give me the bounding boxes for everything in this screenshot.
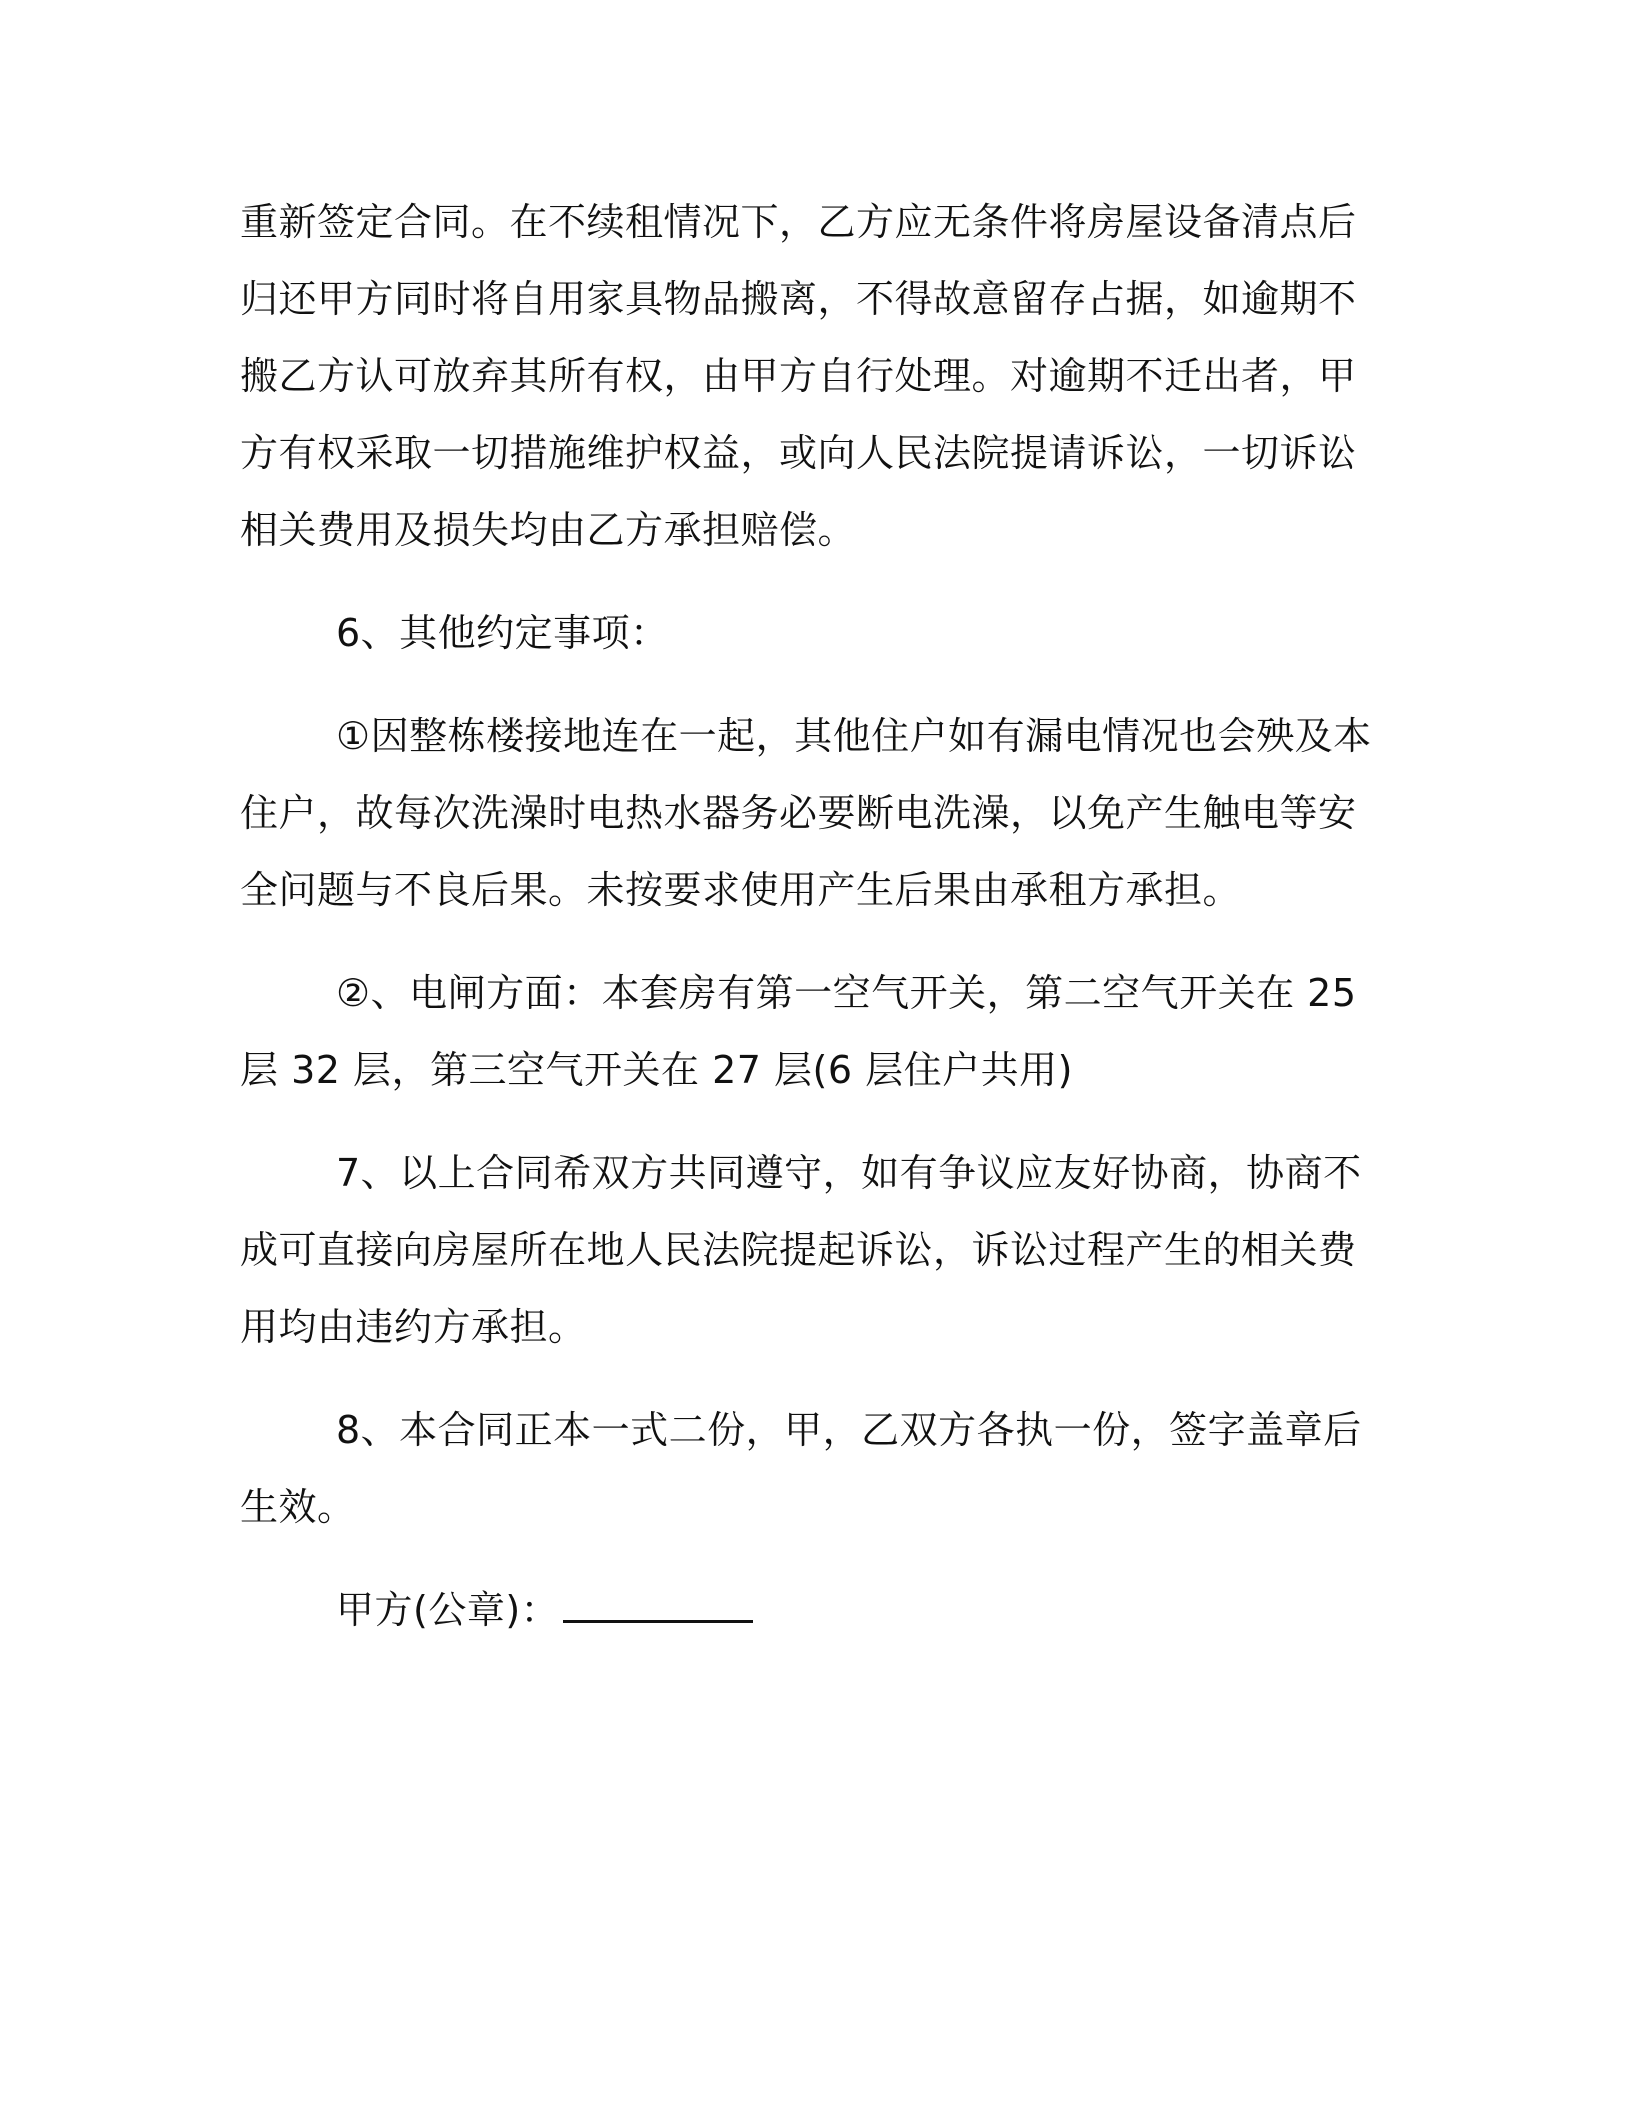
paragraph-item-8-copies: 8、本合同正本一式二份，甲，乙双方各执一份，签字盖章后生效。 — [240, 1408, 1362, 1529]
paragraph-continuation: 重新签定合同。在不续租情况下，乙方应无条件将房屋设备清点后归还甲方同时将自用家具物品搬离，不得故意留存占据，如逾期不搬乙方认可放弃其所有权，由甲方自行处理。对逾期不迁出者，甲方有权采取一切措施维护权益，或向人民法院提请诉讼，一切诉讼相关费用及损失均由乙方承担赔偿。 — [240, 200, 1357, 552]
paragraph-item-6-heading: 6、其他约定事项： — [336, 611, 669, 655]
signature-row-party-a — [240, 1572, 1390, 1649]
document-body — [240, 184, 1390, 1649]
paragraph-item-6-1-grounding: ①因整栋楼接地连在一起，其他住户如有漏电情况也会殃及本住户，故每次洗澡时电热水器务必要断电洗澡，以免产生触电等安全问题与不良后果。未按要求使用产生后果由承租方承担。 — [240, 714, 1372, 912]
paragraph-item-7-dispute: 7、以上合同希双方共同遵守，如有争议应友好协商，协商不成可直接向房屋所在地人民法院提起诉讼，诉讼过程产生的相关费用均由违约方承担。 — [240, 1151, 1362, 1349]
signature-blank-line — [563, 1580, 753, 1623]
paragraph-item-6-2-circuit-breaker: ②、电闸方面：本套房有第一空气开关，第二空气开关在 25 层 32 层，第三空气开关在 27 层(6 层住户共用) — [240, 971, 1357, 1092]
signature-label-party-a: 甲方(公章)： — [336, 1588, 560, 1632]
